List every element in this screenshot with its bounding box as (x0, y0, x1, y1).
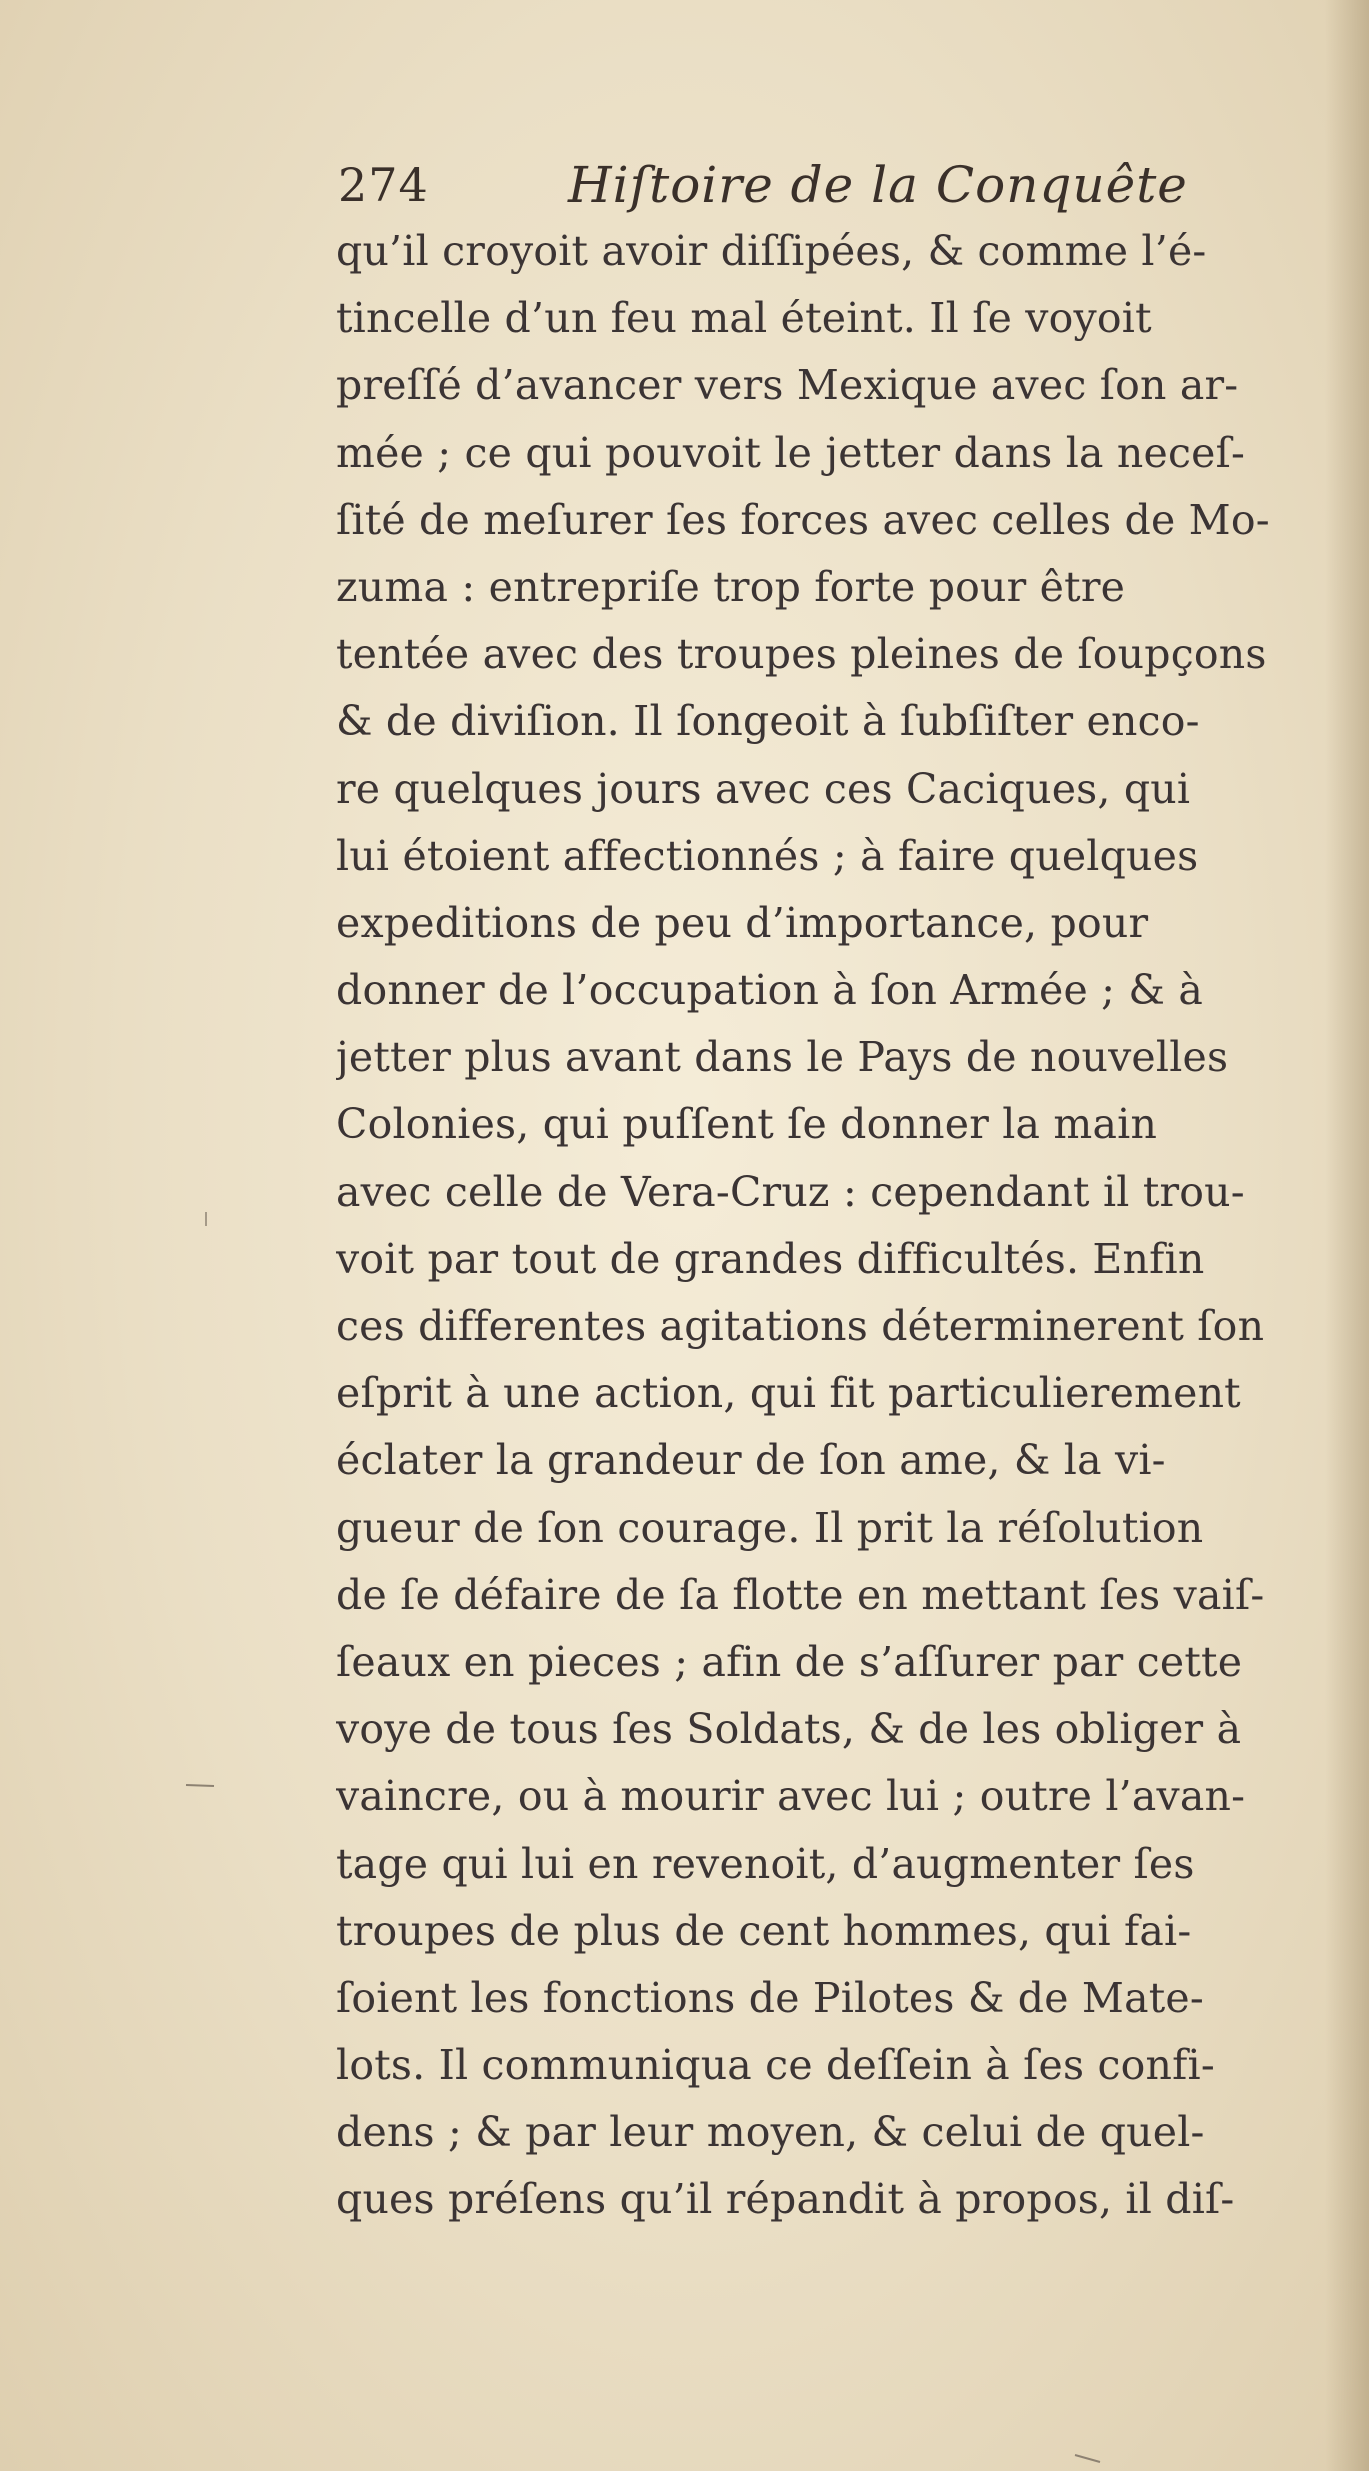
text-line: zuma : entrepriſe trop forte pour être (336, 562, 1126, 611)
text-line: tentée avec des troupes pleines de ſoupçons (336, 630, 1267, 679)
text-line: expeditions de peu d’importance, pour (336, 898, 1149, 947)
text-line: qu’il croyoit avoir diſſipées, & comme l’é- (336, 227, 1207, 275)
text-line: re quelques jours avec ces Caciques, qui (336, 764, 1191, 813)
text-line: vaincre, ou à mourir avec lui ; outre l’avan- (336, 1772, 1246, 1821)
text-line: jetter plus avant dans le Pays de nouvelles (336, 1033, 1229, 1082)
text-line: éclater la grandeur de ſon ame, & la vi- (336, 1436, 1166, 1485)
page-header (338, 148, 1338, 228)
margin-mark (1075, 2455, 1100, 2462)
text-line: preſſé d’avancer vers Mexique avec ſon ar- (336, 361, 1239, 410)
text-line: & de diviſion. Il ſongeoit à ſubſiſter enco- (336, 697, 1200, 746)
text-line: ſoient les fonctions de Pilotes & de Mate- (336, 1973, 1204, 2022)
text-line: gueur de ſon courage. Il prit la réſolution (336, 1503, 1204, 1552)
text-line: ſité de meſurer ſes forces avec celles de Mo- (336, 495, 1270, 544)
text-line: voit par tout de grandes difficultés. Enfin (336, 1234, 1205, 1283)
text-line: ſeaux en pieces ; afin de s’aſſurer par cette (336, 1637, 1243, 1686)
text-line: Colonies, qui puſſent ſe donner la main (336, 1100, 1158, 1149)
text-line: lui étoient affectionnés ; à faire quelques (336, 831, 1199, 880)
body-text (336, 218, 1366, 2418)
text-line: de ſe défaire de ſa flotte en mettant ſes vaiſ- (336, 1570, 1265, 1619)
text-line: tincelle d’un feu mal éteint. Il ſe voyoit (336, 294, 1152, 343)
page-number: 274 (338, 158, 429, 212)
text-line: donner de l’occupation à ſon Armée ; & à (336, 966, 1203, 1015)
margin-mark (186, 1785, 214, 1786)
text-line: ques préſens qu’il répandit à propos, il diſ- (336, 2175, 1235, 2224)
text-line: voye de tous ſes Soldats, & de les obliger à (336, 1705, 1242, 1754)
text-line: eſprit à une action, qui fit particulierement (336, 1369, 1241, 1418)
running-title: Hiſtoire de la Conquête (568, 156, 1188, 214)
text-line: tage qui lui en revenoit, d’augmenter ſes (336, 1839, 1195, 1888)
text-line: avec celle de Vera-Cruz : cependant il trou- (336, 1167, 1245, 1216)
text-line: troupes de plus de cent hommes, qui fai- (336, 1906, 1192, 1955)
text-line: dens ; & par leur moyen, & celui de quel- (336, 2108, 1205, 2157)
text-line: ces differentes agitations déterminerent ſon (336, 1302, 1265, 1350)
text-line: mée ; ce qui pouvoit le jetter dans la neceſ- (336, 428, 1246, 477)
text-line: lots. Il communiqua ce deſſein à ſes confi- (336, 2041, 1215, 2090)
